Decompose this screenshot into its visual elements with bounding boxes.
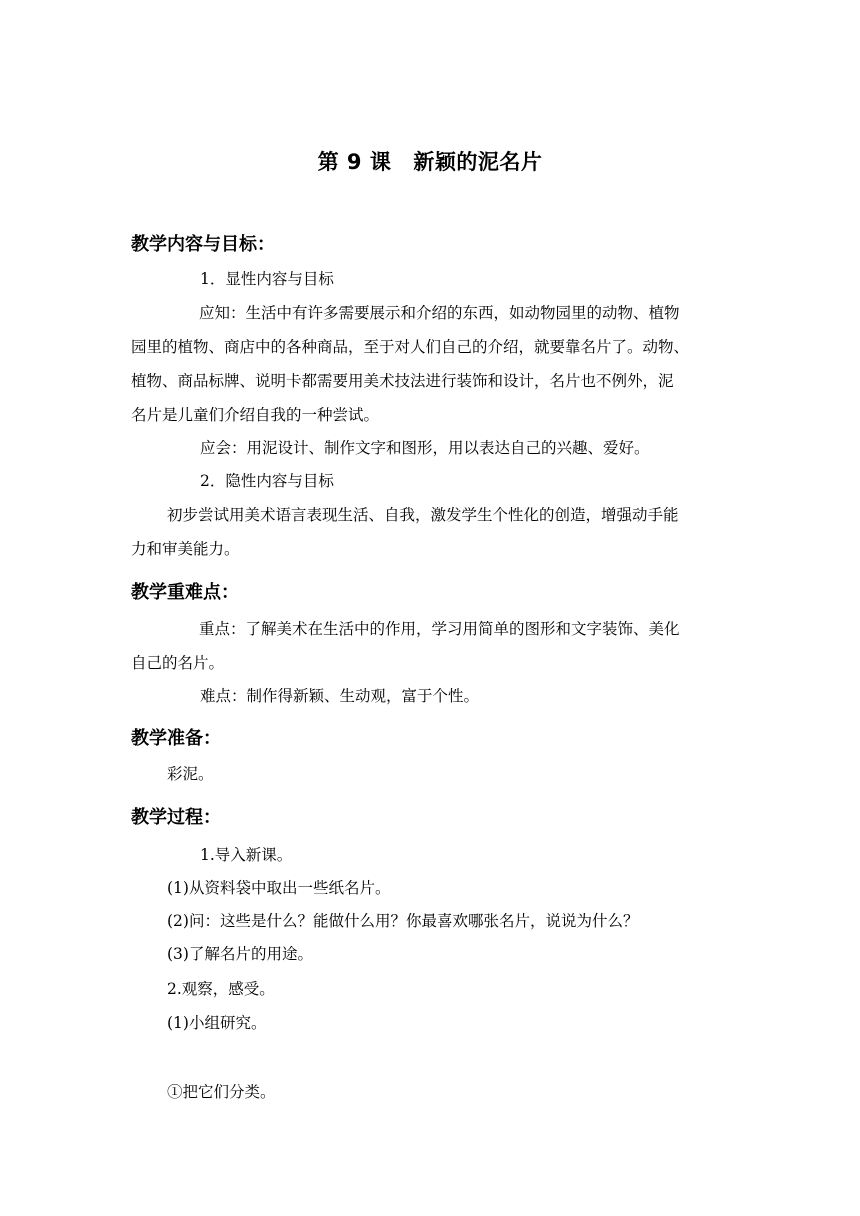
heading-process: 教学过程：	[131, 807, 221, 828]
yingzhi-line-1: 应知：生活中有许多需要展示和介绍的东西，如动物园里的动物、植物	[199, 304, 680, 322]
process-step-1-2: (2)问：这些是什么？能做什么用？你最喜欢哪张名片，说说为什么？	[167, 912, 639, 930]
hidden-line-1: 初步尝试用美术语言表现生活、自我，激发学生个性化的创造，增强动手能	[167, 506, 679, 524]
yingzhi-line-2: 园里的植物、商店中的各种商品，至于对人们自己的介绍，就要靠名片了。动物、	[131, 338, 690, 356]
paragraph-yingzhi	[131, 296, 731, 432]
process-step-1-3: (3)了解名片的用途。	[167, 945, 313, 963]
heading-preparation: 教学准备：	[131, 728, 221, 749]
paragraph-hidden-goals	[131, 498, 731, 566]
page-title	[0, 146, 860, 176]
heading-content-goals: 教学内容与目标：	[131, 234, 275, 255]
heading-key-points: 教学重难点：	[131, 582, 239, 603]
paragraph-yinghui: 应会：用泥设计、制作文字和图形，用以表达自己的兴趣、爱好。	[200, 439, 650, 457]
yingzhi-line-4: 名片是儿童们介绍自我的一种尝试。	[131, 406, 380, 424]
process-step-1-1: (1)从资料袋中取出一些纸名片。	[167, 879, 391, 897]
item-explicit-goals: 1．显性内容与目标	[200, 270, 334, 288]
process-step-2-1: (1)小组研究。	[167, 1014, 267, 1032]
item-hidden-goals: 2．隐性内容与目标	[200, 472, 334, 490]
yingzhi-line-3: 植物、商品标牌、说明卡都需要用美术技法进行装饰和设计，名片也不例外，泥	[131, 372, 674, 390]
zhongdian-line-1: 重点：了解美术在生活中的作用，学习用简单的图形和文字装饰、美化	[199, 620, 680, 638]
paragraph-nandian: 难点：制作得新颖、生动观，富于个性。	[200, 687, 480, 705]
process-step-2: 2.观察，感受。	[167, 980, 275, 998]
lesson-number: 第 9 课	[317, 150, 392, 174]
process-step-2-1-a: ①把它们分类。	[167, 1083, 276, 1101]
preparation-text: 彩泥。	[167, 765, 214, 783]
hidden-line-2: 力和审美能力。	[131, 540, 240, 558]
lesson-name: 新颖的泥名片	[413, 150, 543, 174]
process-step-1: 1.导入新课。	[200, 846, 293, 864]
zhongdian-line-2: 自己的名片。	[131, 654, 225, 672]
paragraph-zhongdian	[131, 612, 731, 680]
